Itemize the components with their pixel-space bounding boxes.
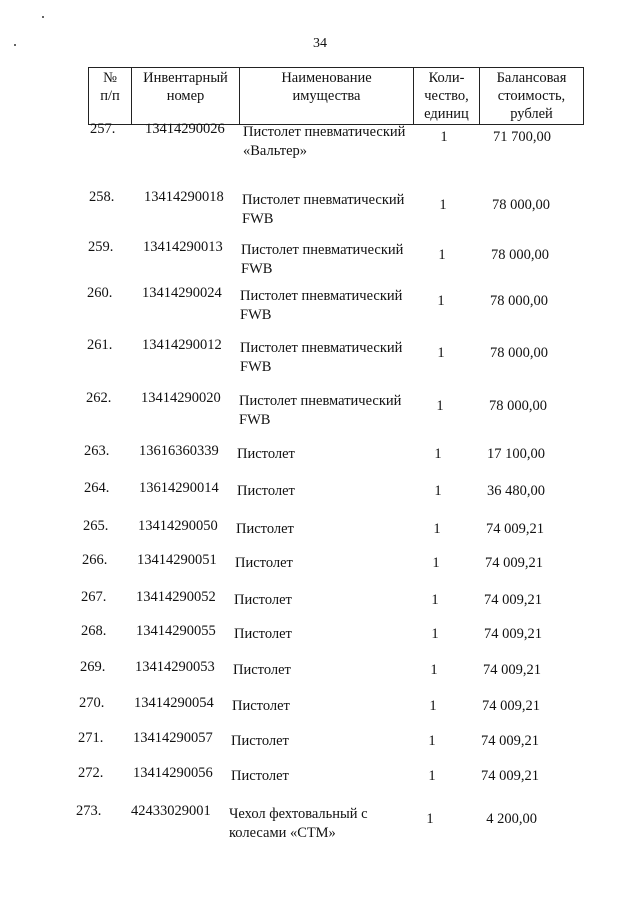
row-item-name: Пистолет пневматический FWB xyxy=(241,242,404,277)
header-name-line1: Наименование xyxy=(281,70,372,86)
row-cost: 74 009,21 xyxy=(485,555,543,571)
row-quantity: 1 xyxy=(437,345,445,361)
row-number: 260. xyxy=(87,285,113,301)
row-quantity: 1 xyxy=(428,733,436,749)
row-inventory-number: 13414290012 xyxy=(142,337,222,353)
row-item-name: Пистолет xyxy=(237,446,295,462)
row-cost: 36 480,00 xyxy=(487,483,545,499)
row-number: 272. xyxy=(78,765,104,781)
row-item-name: Пистолет пневматический FWB xyxy=(239,393,402,428)
header-inventory-line1: Инвентарный xyxy=(143,70,228,86)
row-quantity: 1 xyxy=(437,293,445,309)
header-quantity-line1: Коли- xyxy=(428,70,465,86)
header-cost-line2: стоимость, xyxy=(497,88,566,104)
row-cost: 74 009,21 xyxy=(484,592,542,608)
row-quantity: 1 xyxy=(426,811,434,827)
row-item-name: Пистолет пневматический FWB xyxy=(242,192,405,227)
row-number: 257. xyxy=(90,121,116,137)
row-number: 267. xyxy=(81,589,107,605)
row-number: 273. xyxy=(76,803,102,819)
row-number: 270. xyxy=(79,695,105,711)
row-number: 262. xyxy=(86,390,112,406)
table-header xyxy=(88,67,584,125)
header-inventory xyxy=(131,68,239,124)
row-inventory-number: 42433029001 xyxy=(131,803,211,819)
row-inventory-number: 13414290056 xyxy=(133,765,213,781)
row-cost: 71 700,00 xyxy=(493,129,551,145)
header-cost-line3: рублей xyxy=(510,106,553,122)
row-number: 268. xyxy=(81,623,107,639)
row-cost: 78 000,00 xyxy=(490,293,548,309)
row-inventory-number: 13414290050 xyxy=(138,518,218,534)
header-number-line1: № xyxy=(103,70,117,86)
row-inventory-number: 13614290014 xyxy=(139,480,219,496)
header-name xyxy=(239,68,413,124)
row-inventory-number: 13414290055 xyxy=(136,623,216,639)
row-item-name: Пистолет xyxy=(234,626,292,642)
row-inventory-number: 13414290024 xyxy=(142,285,222,301)
row-cost: 74 009,21 xyxy=(483,662,541,678)
header-number-line2: п/п xyxy=(100,88,120,104)
row-inventory-number: 13414290018 xyxy=(144,189,224,205)
row-quantity: 1 xyxy=(434,483,442,499)
row-item-name: Пистолет пневматический FWB xyxy=(240,340,403,375)
row-inventory-number: 13414290057 xyxy=(133,730,213,746)
row-cost: 4 200,00 xyxy=(486,811,537,827)
row-quantity: 1 xyxy=(432,555,440,571)
page-number: 34 xyxy=(313,36,327,51)
row-quantity: 1 xyxy=(434,446,442,462)
row-inventory-number: 13414290052 xyxy=(136,589,216,605)
row-inventory-number: 13414290026 xyxy=(145,121,225,137)
row-cost: 17 100,00 xyxy=(487,446,545,462)
row-number: 261. xyxy=(87,337,113,353)
row-cost: 78 000,00 xyxy=(492,197,550,213)
scan-speck xyxy=(42,16,44,18)
row-cost: 74 009,21 xyxy=(486,521,544,537)
row-quantity: 1 xyxy=(428,768,436,784)
row-item-name: Пистолет xyxy=(231,733,289,749)
row-inventory-number: 13414290020 xyxy=(141,390,221,406)
row-number: 266. xyxy=(82,552,108,568)
row-inventory-number: 13414290051 xyxy=(137,552,217,568)
row-quantity: 1 xyxy=(439,197,447,213)
row-quantity: 1 xyxy=(431,592,439,608)
row-quantity: 1 xyxy=(433,521,441,537)
header-quantity xyxy=(413,68,479,124)
row-cost: 78 000,00 xyxy=(489,398,547,414)
row-item-name: Чехол фехтовальный с колесами «СТМ» xyxy=(229,806,368,841)
header-quantity-line3: единиц xyxy=(424,106,469,122)
row-cost: 74 009,21 xyxy=(484,626,542,642)
row-item-name: Пистолет xyxy=(233,662,291,678)
row-inventory-number: 13414290054 xyxy=(134,695,214,711)
row-cost: 74 009,21 xyxy=(482,698,540,714)
row-item-name: Пистолет xyxy=(236,521,294,537)
row-item-name: Пистолет xyxy=(232,698,290,714)
row-number: 258. xyxy=(89,189,115,205)
row-inventory-number: 13414290013 xyxy=(143,239,223,255)
header-inventory-line2: номер xyxy=(166,88,205,104)
header-name-line2: имущества xyxy=(292,88,361,104)
row-item-name: Пистолет пневматический FWB xyxy=(240,288,403,323)
row-number: 271. xyxy=(78,730,104,746)
row-inventory-number: 13616360339 xyxy=(139,443,219,459)
row-item-name: Пистолет xyxy=(235,555,293,571)
row-number: 263. xyxy=(84,443,110,459)
row-inventory-number: 13414290053 xyxy=(135,659,215,675)
header-quantity-line2: чество, xyxy=(424,88,469,104)
row-quantity: 1 xyxy=(438,247,446,263)
header-number xyxy=(89,68,131,124)
row-quantity: 1 xyxy=(436,398,444,414)
row-number: 259. xyxy=(88,239,114,255)
header-cost xyxy=(479,68,583,124)
row-cost: 78 000,00 xyxy=(491,247,549,263)
row-number: 265. xyxy=(83,518,109,534)
row-number: 269. xyxy=(80,659,106,675)
row-quantity: 1 xyxy=(431,626,439,642)
row-number: 264. xyxy=(84,480,110,496)
header-cost-line1: Балансовая xyxy=(496,70,567,86)
row-item-name: Пистолет xyxy=(234,592,292,608)
row-cost: 78 000,00 xyxy=(490,345,548,361)
row-quantity: 1 xyxy=(440,129,448,145)
row-cost: 74 009,21 xyxy=(481,733,539,749)
row-quantity: 1 xyxy=(430,662,438,678)
row-quantity: 1 xyxy=(429,698,437,714)
row-cost: 74 009,21 xyxy=(481,768,539,784)
row-item-name: Пистолет пневматический «Вальтер» xyxy=(243,124,406,159)
row-item-name: Пистолет xyxy=(237,483,295,499)
row-item-name: Пистолет xyxy=(231,768,289,784)
